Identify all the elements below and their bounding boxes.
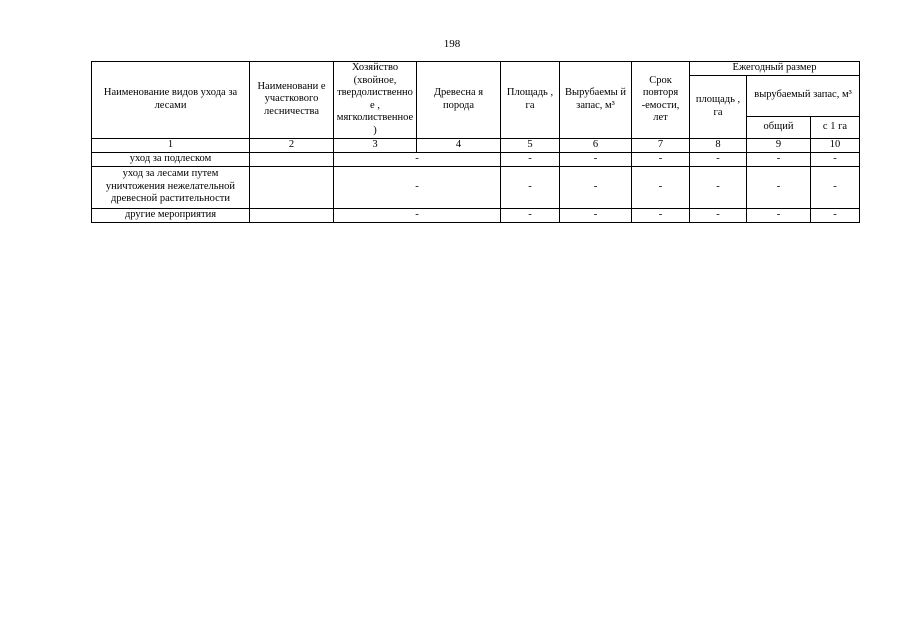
page-number: 198: [443, 38, 461, 50]
column-number: 6: [560, 138, 632, 152]
harvest-volume-cell: -: [560, 208, 632, 222]
header-annual-size: Ежегодный размер: [690, 62, 860, 76]
economy-species-cell: -: [334, 152, 501, 166]
column-number: 4: [417, 138, 501, 152]
area-cell: -: [501, 208, 560, 222]
column-number: 9: [747, 138, 811, 152]
header-total: общий: [747, 116, 811, 138]
annual-per-hectare-cell: -: [811, 208, 860, 222]
header-per-hectare: с 1 га: [811, 116, 860, 138]
table-row: [92, 166, 860, 208]
forest-care-table: [91, 61, 860, 223]
header-annual-area: площадь , га: [690, 75, 747, 138]
column-number: 5: [501, 138, 560, 152]
harvest-volume-cell: -: [560, 152, 632, 166]
column-number: 10: [811, 138, 860, 152]
header-economy-type: Хозяйство (хвойное, твердолиственное , мягколиственное): [334, 62, 417, 139]
column-number-row: [92, 138, 860, 152]
area-cell: -: [501, 152, 560, 166]
column-number: 2: [250, 138, 334, 152]
care-type-name: другие мероприятия: [92, 208, 250, 222]
annual-total-cell: -: [747, 208, 811, 222]
column-number: 1: [92, 138, 250, 152]
column-number: 8: [690, 138, 747, 152]
table-row: [92, 152, 860, 166]
care-type-name: уход за лесами путем уничтожения нежелательной древесной растительности: [92, 166, 250, 208]
annual-total-cell: -: [747, 152, 811, 166]
annual-per-hectare-cell: -: [811, 166, 860, 208]
annual-area-cell: -: [690, 208, 747, 222]
annual-total-cell: -: [747, 166, 811, 208]
harvest-volume-cell: -: [560, 166, 632, 208]
header-harvest-volume: Вырубаемы й запас, м³: [560, 62, 632, 139]
economy-species-cell: -: [334, 208, 501, 222]
forestry-district-cell: [250, 152, 334, 166]
header-area: Площадь , га: [501, 62, 560, 139]
header-annual-harvest: вырубаемый запас, м³: [747, 75, 860, 116]
recurrence-cell: -: [632, 152, 690, 166]
recurrence-cell: -: [632, 208, 690, 222]
header-recurrence-period: Срок повторя -емости, лет: [632, 62, 690, 139]
care-type-name: уход за подлеском: [92, 152, 250, 166]
annual-per-hectare-cell: -: [811, 152, 860, 166]
forestry-district-cell: [250, 208, 334, 222]
forestry-district-cell: [250, 166, 334, 208]
table-row: [92, 208, 860, 222]
column-number: 3: [334, 138, 417, 152]
recurrence-cell: -: [632, 166, 690, 208]
annual-area-cell: -: [690, 166, 747, 208]
header-tree-species: Древесна я порода: [417, 62, 501, 139]
annual-area-cell: -: [690, 152, 747, 166]
area-cell: -: [501, 166, 560, 208]
economy-species-cell: -: [334, 166, 501, 208]
column-number: 7: [632, 138, 690, 152]
header-care-type: Наименование видов ухода за лесами: [92, 62, 250, 139]
header-forestry-district: Наименовани е участкового лесничества: [250, 62, 334, 139]
